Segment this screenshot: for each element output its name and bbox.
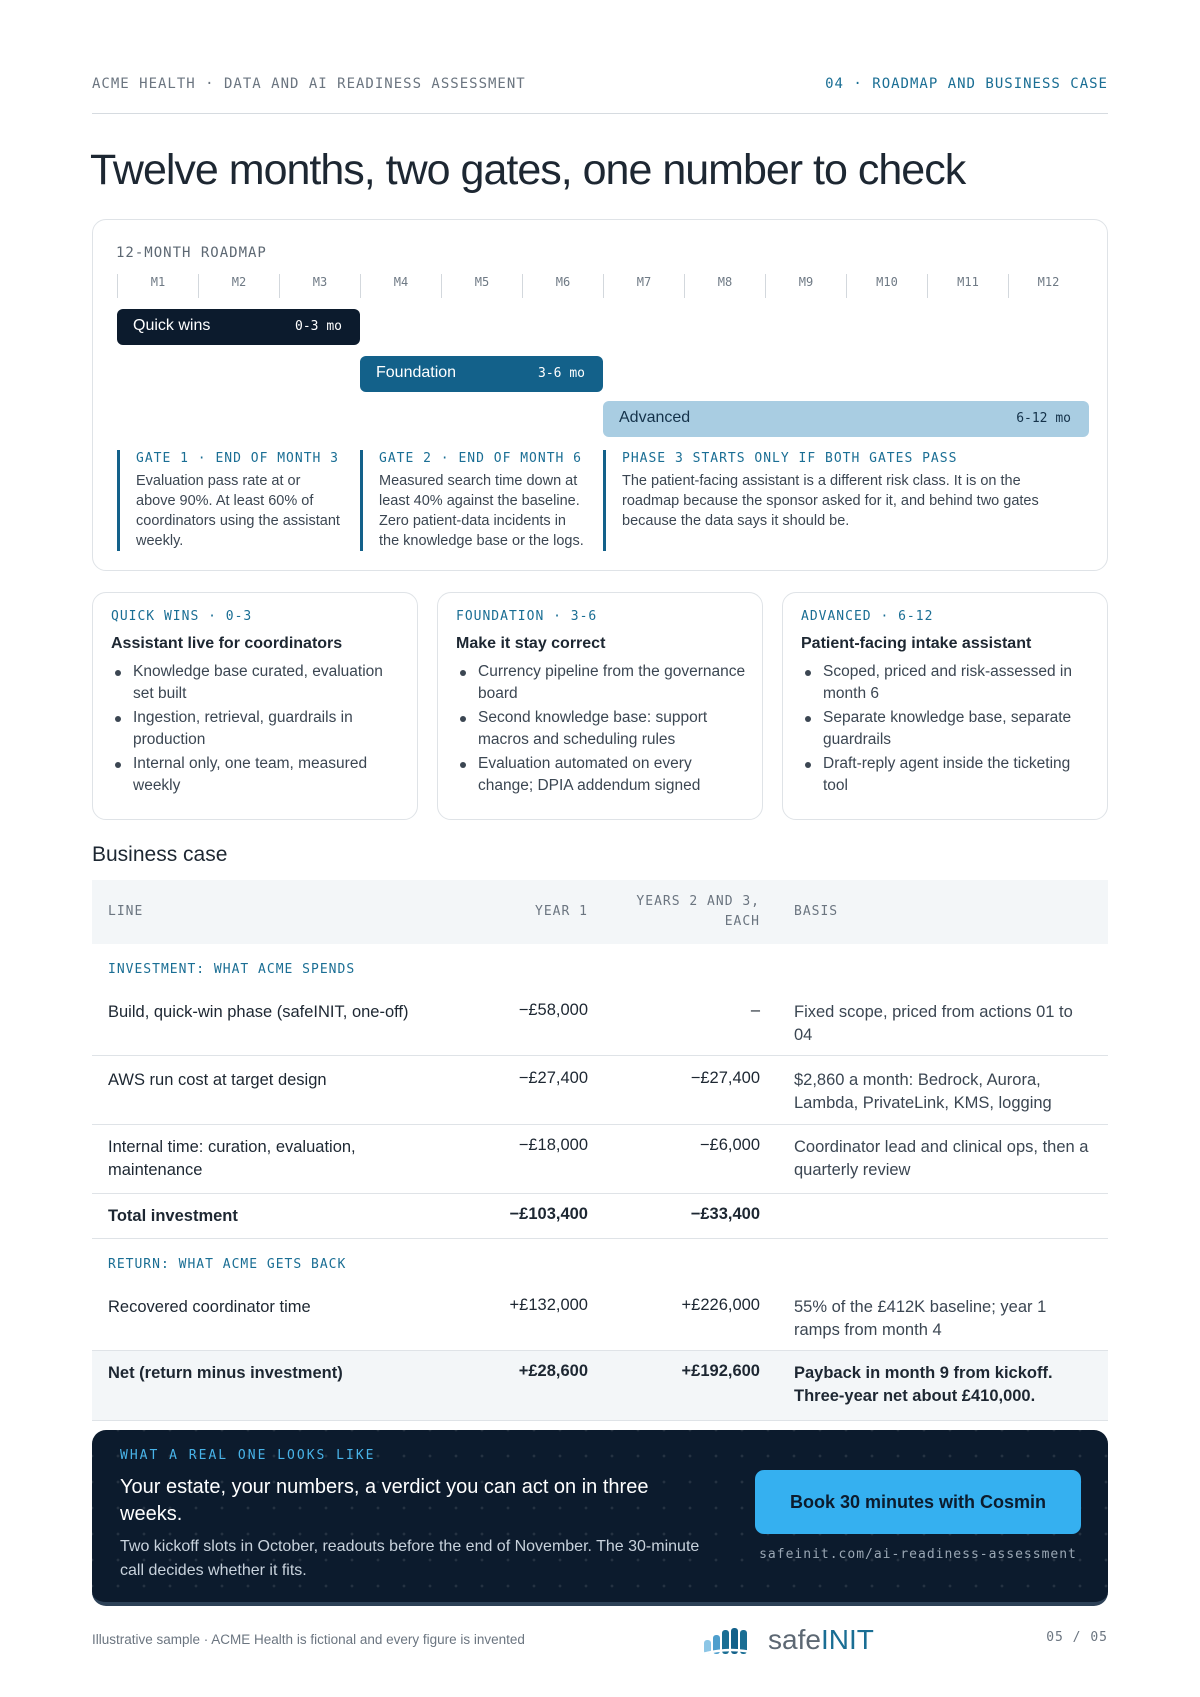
business-case-title: Business case <box>92 843 228 866</box>
row-basis: 55% of the £412K baseline; year 1 ramps from month 4 <box>794 1298 1047 1339</box>
gate-heading: PHASE 3 STARTS ONLY IF BOTH GATES PASS <box>622 451 958 466</box>
business-case-table <box>92 880 1108 1421</box>
logo-text-safe: safe <box>768 1624 821 1655</box>
gate-text: The patient-facing assistant is a different risk class. It is on the roadmap because the sponsor asked for it, and behind two gates because the data says it should be. <box>622 473 1039 529</box>
net-basis: Payback in month 9 from kickoff. Three-year net about £410,000. <box>794 1364 1053 1405</box>
card-item: Separate knowledge base, separate guardrails <box>801 707 1091 751</box>
card-kicker: ADVANCED · 6-12 <box>801 609 934 624</box>
month-label: M8 <box>684 274 765 298</box>
report-label: ACME HEALTH · DATA AND AI READINESS ASSESSMENT <box>92 76 526 92</box>
gate-2 <box>360 450 588 551</box>
table-header <box>92 880 1108 944</box>
row-years23: −£27,400 <box>690 1069 760 1087</box>
page-number: 05 / 05 <box>1046 1630 1108 1645</box>
month-label: M6 <box>522 274 603 298</box>
row-basis: Fixed scope, priced from actions 01 to 04 <box>794 1003 1073 1044</box>
table-row <box>92 1283 1108 1351</box>
row-year1: −£58,000 <box>518 1001 588 1019</box>
bar-range: 0-3 mo <box>295 319 342 334</box>
month-label: M5 <box>441 274 522 298</box>
row-year1: +£132,000 <box>509 1296 588 1314</box>
foundation-bar <box>360 356 603 392</box>
column-header-years23-line2: EACH <box>724 914 760 929</box>
logo-text-init: INIT <box>820 1624 874 1655</box>
total-label: Total investment <box>108 1207 238 1225</box>
gate-heading: GATE 1 · END OF MONTH 3 <box>136 451 340 466</box>
card-item: Currency pipeline from the governance board <box>456 661 746 705</box>
column-header-year1: YEAR 1 <box>535 904 588 919</box>
row-line: AWS run cost at target design <box>108 1071 327 1089</box>
month-axis <box>117 274 1088 298</box>
roadmap-label: 12-MONTH ROADMAP <box>116 245 267 261</box>
row-line: Recovered coordinator time <box>108 1298 311 1316</box>
cta-subtext: Two kickoff slots in October, readouts before the end of November. The 30-minute call decides whether it fits. <box>120 1538 700 1579</box>
card-item: Second knowledge base: support macros and scheduling rules <box>456 707 746 751</box>
row-years23: −£6,000 <box>699 1136 760 1154</box>
page-header <box>92 74 1108 114</box>
table-row <box>92 1125 1108 1194</box>
foundation-card <box>437 592 763 820</box>
quick-wins-card <box>92 592 418 820</box>
logo-bars-icon <box>702 1626 760 1656</box>
section-label: 04 · ROADMAP AND BUSINESS CASE <box>825 76 1108 92</box>
card-item: Knowledge base curated, evaluation set built <box>111 661 401 705</box>
table-row <box>92 1056 1108 1125</box>
net-row <box>92 1351 1108 1421</box>
total-years23: −£33,400 <box>690 1205 760 1223</box>
month-label: M12 <box>1008 274 1088 298</box>
section-row-return <box>92 1239 1108 1283</box>
row-year1: −£27,400 <box>518 1069 588 1087</box>
phase-cards <box>92 592 1108 820</box>
cta-banner <box>92 1430 1108 1606</box>
book-call-button[interactable]: Book 30 minutes with Cosmin <box>755 1470 1081 1534</box>
month-label: M11 <box>927 274 1008 298</box>
row-year1: −£18,000 <box>518 1136 588 1154</box>
net-years23: +£192,600 <box>681 1362 760 1380</box>
bar-range: 6-12 mo <box>1016 411 1071 426</box>
column-header-line: LINE <box>108 904 144 919</box>
card-item: Scoped, priced and risk-assessed in month 6 <box>801 661 1091 705</box>
row-line: Internal time: curation, evaluation, maintenance <box>108 1138 356 1179</box>
row-years23: – <box>750 1001 760 1019</box>
section-label: RETURN: WHAT ACME GETS BACK <box>108 1257 347 1272</box>
month-label: M7 <box>603 274 684 298</box>
row-basis: $2,860 a month: Bedrock, Aurora, Lambda, PrivateLink, KMS, logging <box>794 1071 1052 1112</box>
card-title: Assistant live for coordinators <box>111 635 343 652</box>
cta-headline: Your estate, your numbers, a verdict you can act on in three weeks. <box>120 1476 649 1525</box>
card-item: Ingestion, retrieval, guardrails in production <box>111 707 401 751</box>
net-label: Net (return minus investment) <box>108 1364 343 1382</box>
quick-wins-bar <box>117 309 360 345</box>
month-label: M10 <box>846 274 927 298</box>
roadmap-panel <box>92 219 1108 571</box>
bar-range: 3-6 mo <box>538 366 585 381</box>
gate-1 <box>117 450 341 551</box>
row-basis: Coordinator lead and clinical ops, then a quarterly review <box>794 1138 1089 1179</box>
section-label: INVESTMENT: WHAT ACME SPENDS <box>108 962 356 977</box>
row-years23: +£226,000 <box>681 1296 760 1314</box>
disclaimer: Illustrative sample · ACME Health is fictional and every figure is invented <box>92 1632 525 1647</box>
month-label: M1 <box>117 274 198 298</box>
card-title: Patient-facing intake assistant <box>801 635 1032 652</box>
bar-label: Quick wins <box>133 317 211 334</box>
net-year1: +£28,600 <box>518 1362 588 1380</box>
gate-heading: GATE 2 · END OF MONTH 6 <box>379 451 583 466</box>
cta-kicker: WHAT A REAL ONE LOOKS LIKE <box>120 1448 376 1463</box>
month-label: M3 <box>279 274 360 298</box>
advanced-bar <box>603 401 1089 437</box>
card-kicker: QUICK WINS · 0-3 <box>111 609 253 624</box>
cta-url-link[interactable]: safeinit.com/ai-readiness-assessment <box>759 1547 1077 1562</box>
total-year1: −£103,400 <box>509 1205 588 1223</box>
page-footer <box>92 1620 1108 1660</box>
card-kicker: FOUNDATION · 3-6 <box>456 609 598 624</box>
table-row <box>92 988 1108 1056</box>
row-line: Build, quick-win phase (safeINIT, one-off) <box>108 1003 409 1021</box>
bar-label: Advanced <box>619 409 691 426</box>
card-item: Evaluation automated on every change; DPIA addendum signed <box>456 753 746 797</box>
card-item: Internal only, one team, measured weekly <box>111 753 401 797</box>
gate-text: Measured search time down at least 40% against the baseline. Zero patient-data incidents in the knowledge base or the logs. <box>379 473 584 549</box>
column-header-years23 <box>636 892 760 932</box>
total-row <box>92 1194 1108 1239</box>
bar-label: Foundation <box>376 364 457 381</box>
month-label: M4 <box>360 274 441 298</box>
gate-text: Evaluation pass rate at or above 90%. At least 60% of coordinators using the assistant weekly. <box>136 473 340 549</box>
card-title: Make it stay correct <box>456 635 606 652</box>
logo-text <box>768 1624 874 1656</box>
month-label: M2 <box>198 274 279 298</box>
advanced-card <box>782 592 1108 820</box>
card-item: Draft-reply agent inside the ticketing tool <box>801 753 1091 797</box>
column-header-basis: BASIS <box>794 904 839 919</box>
section-row-investment <box>92 944 1108 988</box>
page-title: Twelve months, two gates, one number to check <box>90 146 966 194</box>
phase-3-condition <box>603 450 1043 551</box>
column-header-years23-line1: YEARS 2 AND 3, <box>636 894 760 909</box>
month-label: M9 <box>765 274 846 298</box>
